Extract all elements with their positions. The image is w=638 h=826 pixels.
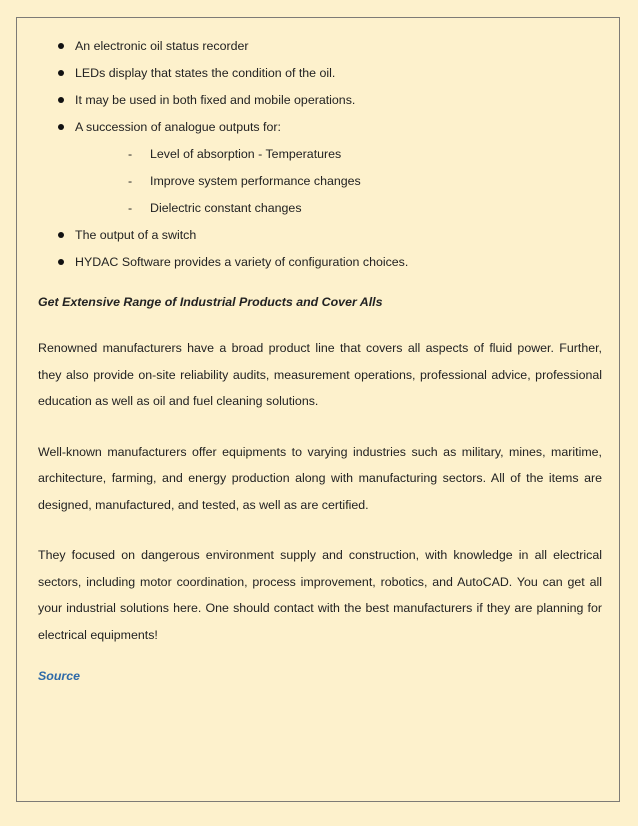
sub-item — [75, 199, 602, 217]
bullet-dot-icon — [58, 232, 64, 238]
bullet-text: An electronic oil status recorder — [75, 39, 249, 53]
bullet-dot-icon — [58, 124, 64, 130]
sub-item — [75, 172, 602, 190]
paragraph: Renowned manufacturers have a broad product line that covers all aspects of fluid power. Further, they also provide on-site reliability audits, measurement operations, professional advice, professional education as well as oil and fuel cleaning solutions. — [38, 341, 602, 408]
dash-marker: - — [128, 174, 133, 188]
feature-bullet-list — [38, 37, 602, 271]
bullet-item — [38, 226, 602, 244]
sub-item-text: Improve system performance changes — [150, 174, 361, 188]
bullet-dot-icon — [58, 70, 64, 76]
bullet-dot-icon — [58, 259, 64, 265]
bullet-item — [38, 118, 602, 217]
analogue-outputs-sublist — [75, 145, 602, 217]
sub-item — [75, 145, 602, 163]
source-link[interactable]: Source — [38, 669, 81, 683]
bullet-item — [38, 64, 602, 82]
bullet-item — [38, 37, 602, 55]
bullet-text: It may be used in both fixed and mobile operations. — [75, 93, 356, 107]
bullet-dot-icon — [58, 97, 64, 103]
dash-marker: - — [128, 147, 133, 161]
bullet-dot-icon — [58, 43, 64, 49]
bullet-text: A succession of analogue outputs for: — [75, 120, 281, 134]
sub-item-text: Level of absorption - Temperatures — [150, 147, 342, 161]
paragraph: Well-known manufacturers offer equipments to varying industries such as military, mines, maritime, architecture, farming, and energy production along with manufacturing sectors. All of the items are designed, manufactured, and tested, as well as are certified. — [38, 444, 602, 512]
dash-marker: - — [128, 201, 133, 215]
document-content — [38, 37, 602, 685]
bullet-item — [38, 253, 602, 271]
bullet-text: The output of a switch — [75, 228, 197, 242]
bullet-text: LEDs display that states the condition of the oil. — [75, 66, 336, 80]
bullet-text: HYDAC Software provides a variety of configuration choices. — [75, 255, 409, 269]
paragraph: They focused on dangerous environment supply and construction, with knowledge in all electrical sectors, including motor coordination, process improvement, robotics, and AutoCAD. You can get all your industrial solutions here. One should contact with the best manufacturers if they are planning for electrical equipments! — [38, 548, 602, 642]
section-heading: Get Extensive Range of Industrial Products and Cover Alls — [38, 295, 383, 309]
sub-item-text: Dielectric constant changes — [150, 201, 302, 215]
bullet-item — [38, 91, 602, 109]
